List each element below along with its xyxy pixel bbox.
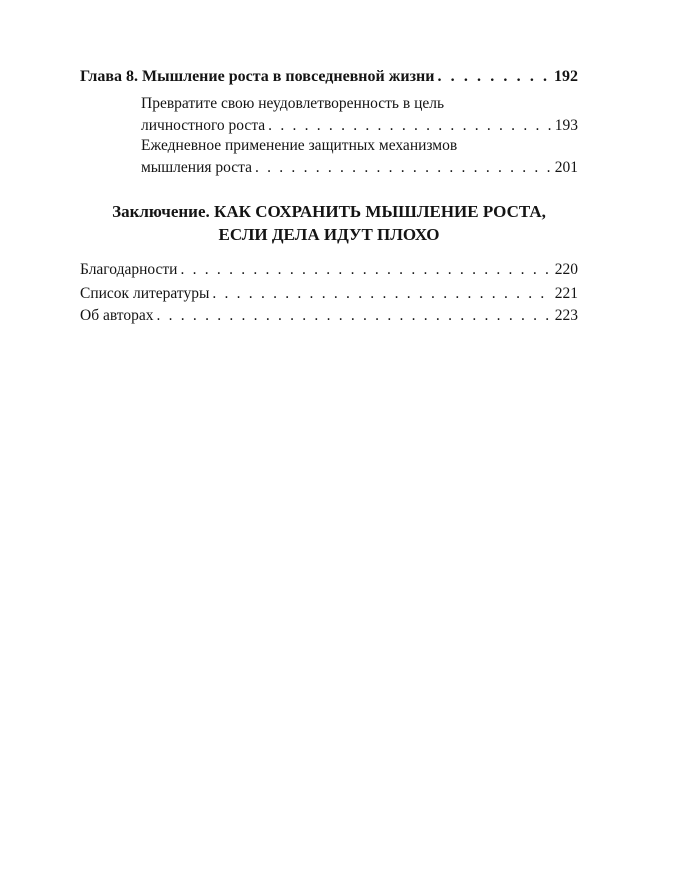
conclusion-title-line2: ЕСЛИ ДЕЛА ИДУТ ПЛОХО [218, 225, 440, 244]
chapter-title: Глава 8. Мышление роста в повседневной жизни [80, 68, 435, 85]
back-matter-page-number: 221 [554, 285, 578, 302]
chapter-page-number: 192 [554, 68, 578, 85]
back-matter-label: Об авторах [80, 307, 154, 324]
section-title-line1: Превратите свою неудовлетворенность в цель [141, 95, 445, 112]
dot-leader [268, 115, 552, 137]
toc-references[interactable] [80, 283, 578, 305]
dot-leader [212, 283, 551, 305]
section-title-line2: личностного роста [141, 117, 266, 134]
dot-leader [255, 157, 552, 179]
toc-section-2[interactable] [141, 135, 578, 179]
toc-acknowledgments[interactable] [80, 259, 578, 281]
back-matter-page-number: 220 [554, 261, 578, 278]
conclusion-title-line1: Заключение. КАК СОХРАНИТЬ МЫШЛЕНИЕ РОСТА, [112, 202, 546, 221]
back-matter-label: Благодарности [80, 261, 178, 278]
toc-page [80, 0, 578, 872]
section-title-line1: Ежедневное применение защитных механизмов [141, 137, 458, 154]
section-page-number: 193 [554, 117, 578, 134]
section-title-line2: мышления роста [141, 159, 252, 176]
toc-section-1[interactable] [141, 93, 578, 137]
dot-leader [180, 259, 551, 281]
toc-conclusion[interactable] [80, 200, 578, 246]
back-matter-label: Список литературы [80, 285, 210, 302]
section-page-number: 201 [554, 159, 578, 176]
toc-about-authors[interactable] [80, 305, 578, 327]
toc-chapter-8[interactable] [80, 67, 578, 87]
back-matter-page-number: 223 [554, 307, 578, 324]
dot-leader [437, 67, 551, 87]
dot-leader [156, 305, 551, 327]
